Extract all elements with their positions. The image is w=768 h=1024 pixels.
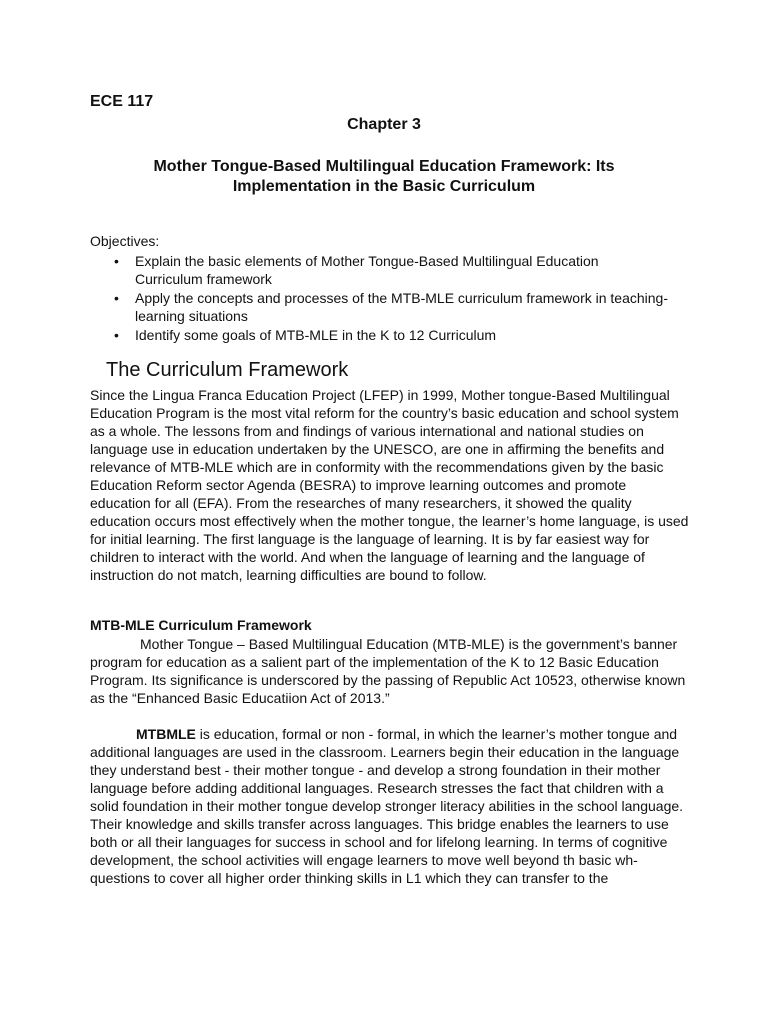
section-paragraph: Since the Lingua Franca Education Project (LFEP) in 1999, Mother tongue-Based Multilingual Education Program is the most vital reform for the country’s basic education and school system as a whole. The lessons from and findings of various international and national studies on language use in education undertaken by the UNESCO, are one in affirming the benefits and relevance of MTB-MLE which are in conformity with the recommendations given by the basic Education Reform sector Agenda (BESRA) to improve learning outcomes and promote education for all (EFA). From the researches of many researchers, it showed the quality education occurs most effectively when the mother tongue, the learner’s home language, is used for initial learning. The first language is the language of learning. It is by far easiest way for children to interact with the world. And when the language of learning and the language of instruction do not match, learning difficulties are bound to follow.: [90, 387, 689, 583]
subsection-paragraph-2-text: is education, formal or non - formal, in which the learner’s mother tongue and additional languages are used in the classroom. Learners begin their education in the language they understand best - their mother tongue - and develop a strong foundation in their mother language before adding additional languages. Research stresses the fact that children with a solid foundation in their mother tongue develop stronger literacy abilities in the school language. Their knowledge and skills transfer across languages. This bridge enables the learners to use both or all their languages for success in school and for lifelong learning. In terms of cognitive development, the school activities will engage learners to move well beyond th basic wh-questions to cover all higher order thinking skills in L1 which they can transfer to the: [90, 726, 684, 886]
subsection-paragraph-2: [90, 725, 690, 887]
subsection-heading: MTB-MLE Curriculum Framework: [90, 617, 312, 633]
mtbmle-term: MTBMLE: [136, 726, 196, 742]
objective-item: • Identify some goals of MTB-MLE in the K to 12 Curriculum: [90, 326, 670, 344]
objectives-label: Objectives:: [90, 233, 160, 249]
subsection-paragraph-1: Mother Tongue – Based Multilingual Education (MTB-MLE) is the government’s banner program for education as a salient part of the implementation of the K to 12 Basic Education Program. Its significance is underscored by the passing of Republic Act 10523, otherwise known as the “Enhanced Basic Educatiion Act of 2013.”: [90, 636, 686, 706]
chapter-title: [100, 157, 668, 197]
course-code: ECE 117: [90, 93, 154, 110]
section-heading: The Curriculum Framework: [106, 359, 349, 381]
objective-item: • Explain the basic elements of Mother Tongue-Based Multilingual Education Curriculum framework: [90, 252, 670, 288]
objective-item: • Apply the concepts and processes of the MTB-MLE curriculum framework in teaching-learning situations: [90, 289, 670, 325]
chapter-number: Chapter 3: [347, 116, 421, 133]
chapter-title-line-2: Implementation in the Basic Curriculum: [232, 178, 536, 195]
objectives-list: [90, 252, 670, 345]
chapter-title-line-1: Mother Tongue-Based Multilingual Education Framework: Its: [153, 158, 615, 175]
